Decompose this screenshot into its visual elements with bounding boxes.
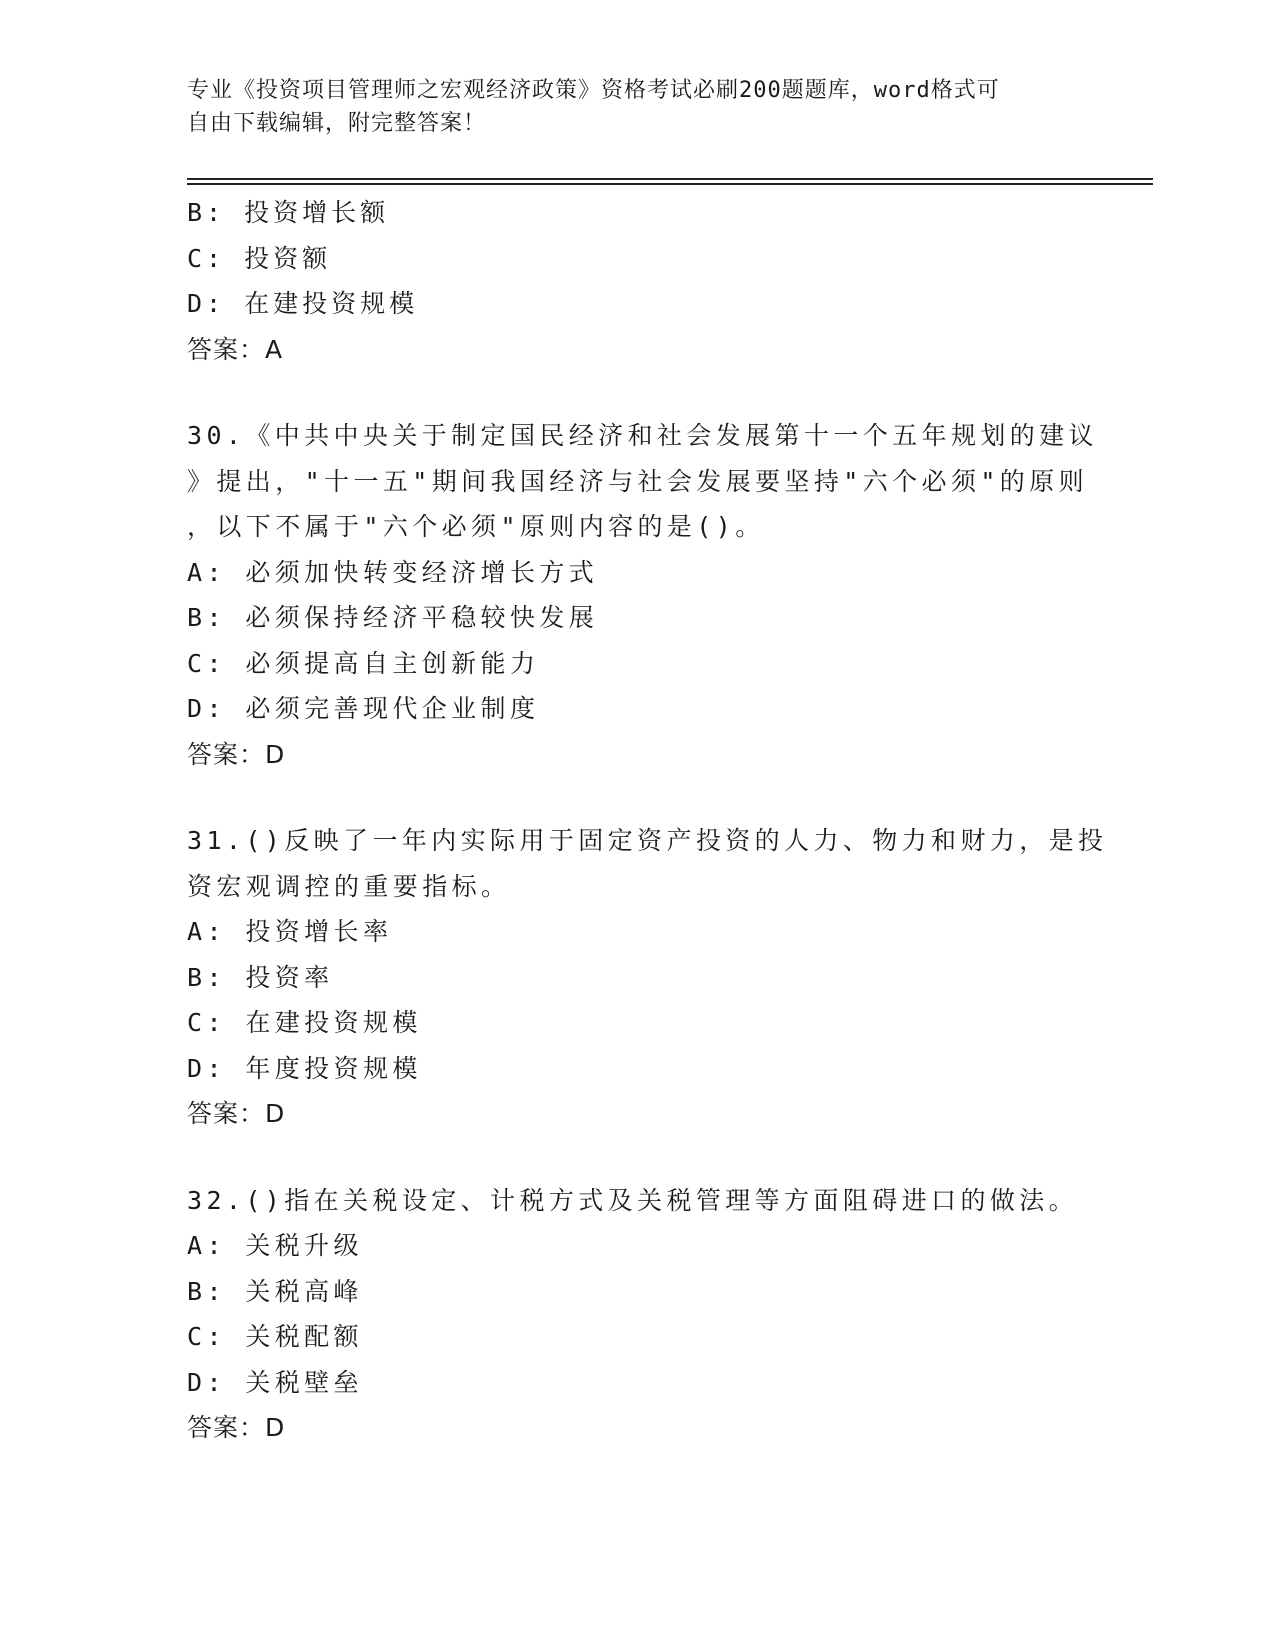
header-line-1: 专业《投资项目管理师之宏观经济政策》资格考试必刷200题题库，word格式可 <box>187 78 1000 103</box>
option-b: B: 投资增长额 <box>187 198 390 227</box>
option-a: A: 必须加快转变经济增长方式 <box>187 557 599 587</box>
question-text-line: ，以下不属于"六个必须"原则内容的是()。 <box>187 512 765 541</box>
header-divider-top <box>187 178 1153 180</box>
document-body <box>187 190 1108 1451</box>
question-text-line: 32.()指在关税设定、计税方式及关税管理等方面阻碍进口的做法。 <box>187 1185 1079 1215</box>
question-text-line: 资宏观调控的重要指标。 <box>187 871 511 901</box>
question-32 <box>187 1178 1087 1451</box>
option-c: C: 投资额 <box>187 243 332 273</box>
answer: 答案：D <box>187 1413 286 1442</box>
option-a: A: 关税升级 <box>187 1231 363 1260</box>
document-header <box>187 74 1067 140</box>
question-text-line: 31.()反映了一年内实际用于固定资产投资的人力、物力和财力，是投 <box>187 826 1108 855</box>
question-31 <box>187 818 1108 1137</box>
option-a: A: 投资增长率 <box>187 917 393 946</box>
question-29-tail <box>187 190 1087 372</box>
option-c: C: 关税配额 <box>187 1322 363 1351</box>
option-b: B: 必须保持经济平稳较快发展 <box>187 603 599 632</box>
answer: 答案：A <box>187 334 284 364</box>
option-d: D: 必须完善现代企业制度 <box>187 694 540 723</box>
answer: 答案：D <box>187 739 286 769</box>
option-c: C: 必须提高自主创新能力 <box>187 648 540 678</box>
question-text-line: 30.《中共中央关于制定国民经济和社会发展第十一个五年规划的建议 <box>187 421 1098 450</box>
option-d: D: 年度投资规模 <box>187 1053 422 1083</box>
answer: 答案：D <box>187 1099 286 1128</box>
option-b: B: 关税高峰 <box>187 1276 363 1306</box>
header-line-2: 自由下载编辑，附完整答案！ <box>187 111 487 136</box>
question-text-line: 》提出，"十一五"期间我国经济与社会发展要坚持"六个必须"的原则 <box>187 466 1089 496</box>
option-c: C: 在建投资规模 <box>187 1008 422 1037</box>
option-d: D: 关税壁垒 <box>187 1367 363 1397</box>
option-b: B: 投资率 <box>187 962 334 992</box>
header-divider-bottom <box>187 183 1153 185</box>
question-30 <box>187 413 1098 777</box>
option-d: D: 在建投资规模 <box>187 289 419 318</box>
